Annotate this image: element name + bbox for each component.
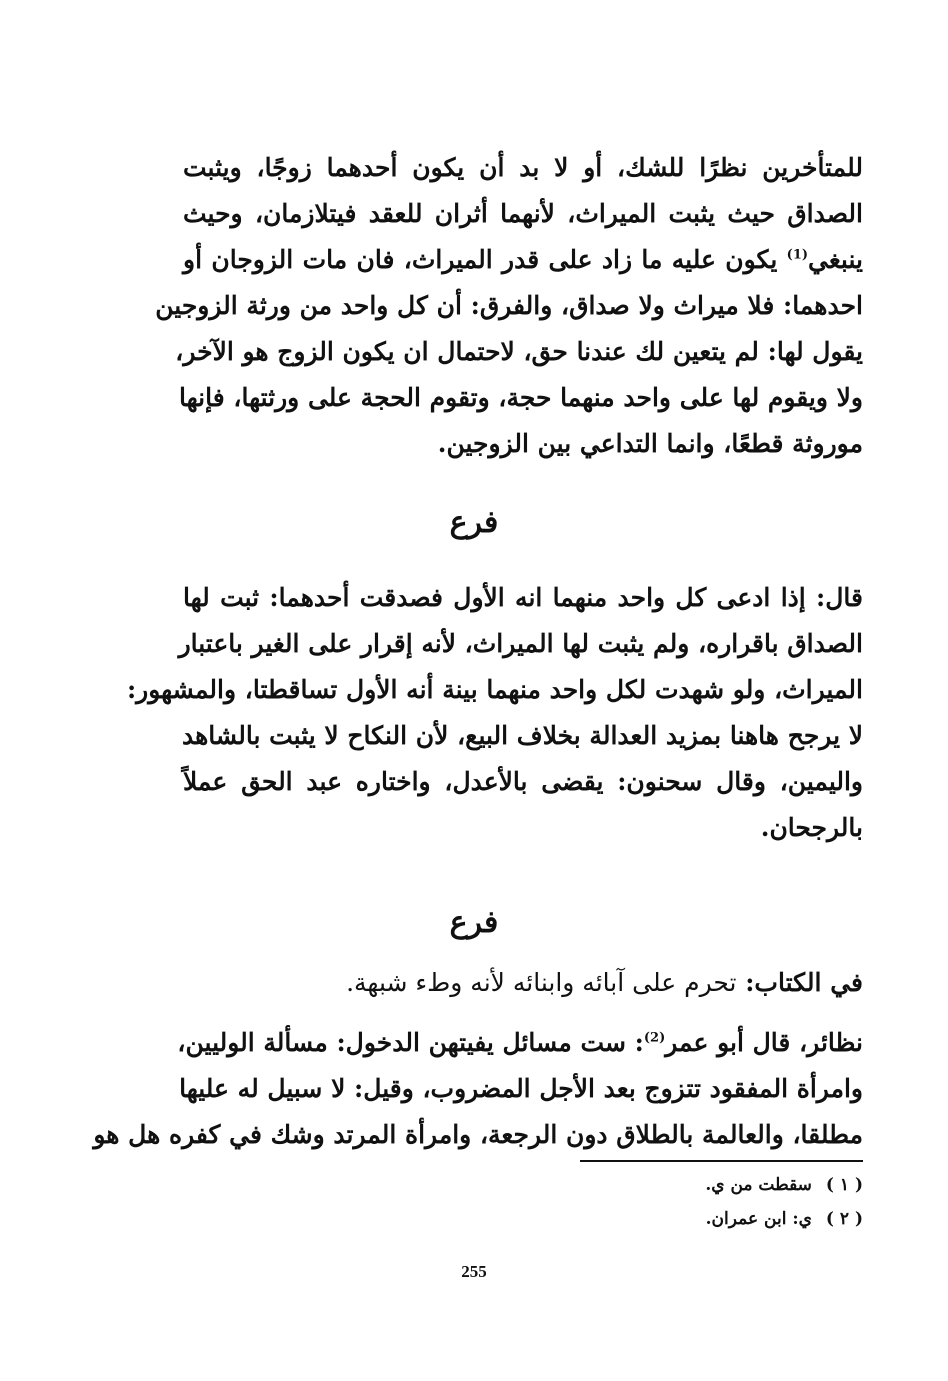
line-rest: يكون عليه ما زاد على قدر الميراث، فان مات الزوجان أو: [183, 245, 778, 274]
body-text: تحرم على آبائه وابنائه لأنه وطء شبهة.: [346, 968, 737, 997]
footnote-ref-2: (2): [643, 1030, 666, 1046]
section-heading-1: فرع: [449, 505, 499, 540]
paragraph-1-line-with-footnote: [183, 237, 863, 283]
paragraph-2-line: قال: إذا ادعى كل واحد منهما انه الأول فصدقت أحدهما: ثبت لها: [183, 583, 863, 612]
paragraph-1-line: للمتأخرين نظرًا للشك، أو لا بد أن يكون أحدهما زوجًا، ويثبت: [183, 153, 863, 182]
paragraph-1-line: ولا ويقوم لها على واحد منهما حجة، وتقوم الحجة على ورثتها، فإنها: [179, 383, 863, 412]
footnote-item: [705, 1202, 863, 1236]
paragraph-4-line-with-footnote: [177, 1020, 863, 1066]
paragraph-4-line: مطلقا، والعالمة بالطلاق دون الرجعة، وامرأة المرتد وشك في كفره هل هو: [93, 1120, 863, 1149]
footnote-number: ( ١ ): [825, 1175, 863, 1195]
body-text: قال أبو عمر: [665, 1028, 791, 1057]
paragraph-2-line: بالرجحان.: [760, 813, 863, 842]
paragraph-2-line: الصداق باقراره، ولم يثبت لها الميراث، لأنه إقرار على الغير باعتبار: [178, 629, 863, 658]
lead-phrase: نظائر،: [799, 1028, 863, 1057]
footnote-number: ( ٢ ): [825, 1209, 863, 1229]
paragraph-4-line: وامرأة المفقود تتزوج بعد الأجل المضروب، وقيل: لا سبيل له عليها: [179, 1074, 863, 1103]
footnote-text: سقطت من ي.: [705, 1175, 812, 1195]
paragraph-3: [183, 960, 863, 1006]
footnotes: [705, 1168, 863, 1236]
paragraph-2-line: الميراث، ولو شهدت لكل واحد منهما بينة أنه الأول تساقطتا، والمشهور:: [126, 675, 863, 704]
paragraph-2: [126, 575, 863, 851]
paragraph-1-line: موروثة قطعًا، وانما التداعي بين الزوجين.: [437, 429, 863, 458]
body-text: : ست مسائل يفيتهن الدخول: مسألة الوليين،: [177, 1028, 644, 1057]
footnote-item: [705, 1168, 863, 1202]
paragraph-2-line: واليمين، وقال سحنون: يقضى بالأعدل، واختاره عبد الحق عملاً: [183, 767, 863, 796]
page-number: 255: [461, 1262, 487, 1281]
paragraph-1-line: الصداق حيث يثبت الميراث، لأنهما أثران للعقد فيتلازمان، وحيث: [183, 199, 863, 228]
section-heading-2: فرع: [449, 905, 499, 940]
paragraph-1-line: احدهما: فلا ميراث ولا صداق، والفرق: أن كل واحد من ورثة الزوجين: [155, 291, 863, 320]
lead-phrase: في الكتاب:: [745, 968, 863, 997]
footnote-divider: [580, 1160, 863, 1162]
footnote-ref-1: (1): [786, 247, 809, 263]
paragraph-2-line: لا يرجح هاهنا بمزيد العدالة بخلاف البيع، لأن النكاح لا يثبت بالشاهد: [182, 721, 863, 750]
paragraph-1: [155, 145, 863, 467]
footnote-text: ي: ابن عمران.: [705, 1209, 812, 1229]
paragraph-1-line: يقول لها: لم يتعين لك عندنا حق، لاحتمال ان يكون الزوج هو الآخر،: [175, 337, 863, 366]
paragraph-3-line: [183, 960, 863, 1006]
line-start-word: ينبغي: [808, 245, 863, 274]
paragraph-4: [93, 1020, 863, 1158]
